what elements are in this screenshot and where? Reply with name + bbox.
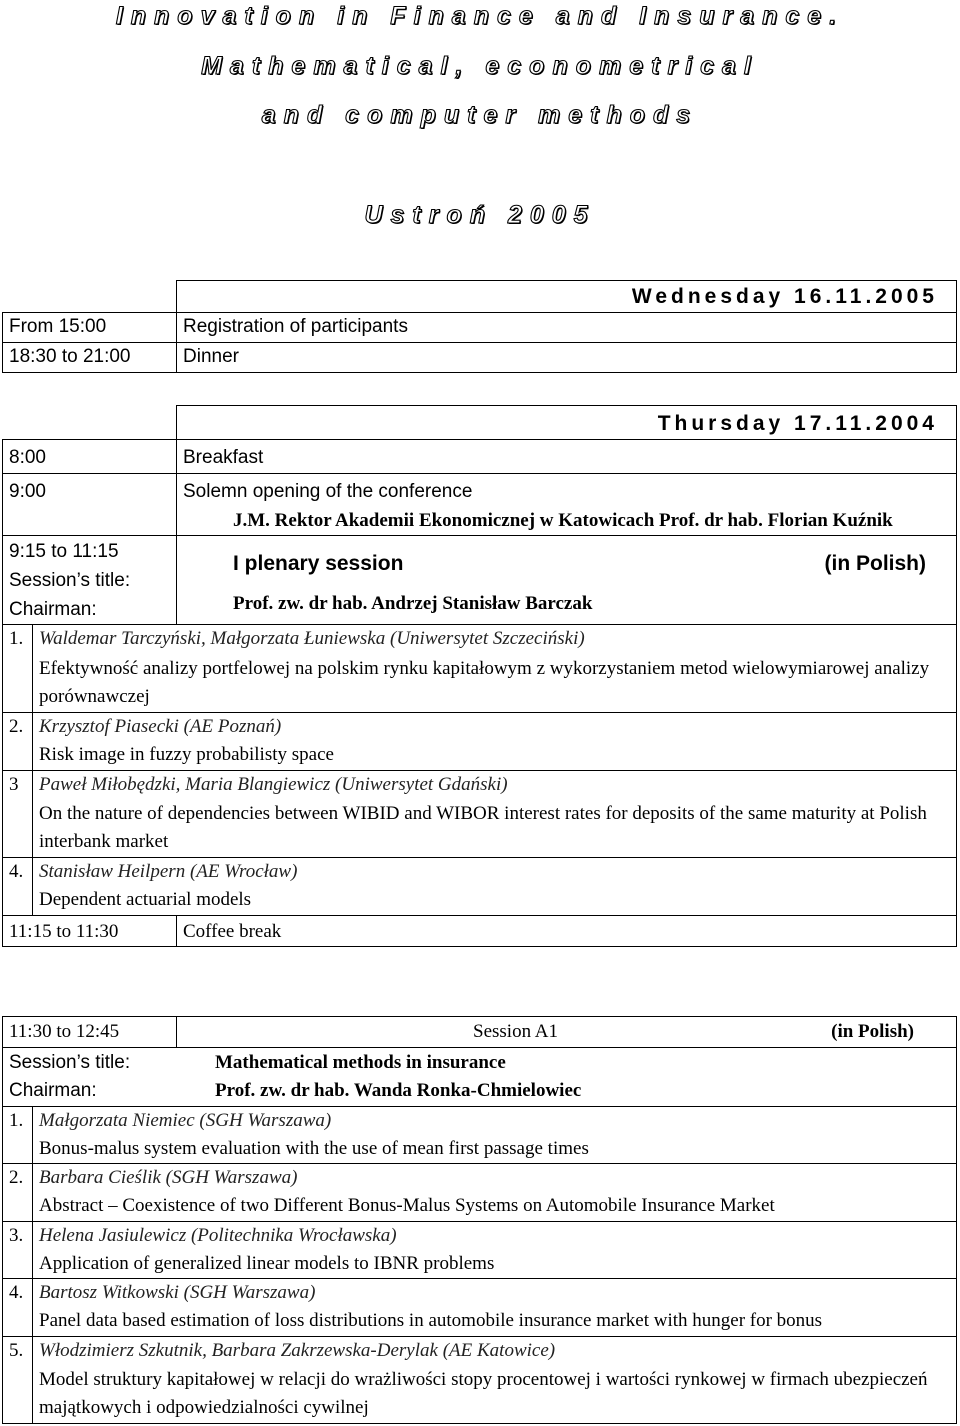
talk-authors: Bartosz Witkowski (SGH Warszawa)	[39, 1282, 316, 1304]
wednesday-time-1: From 15:00	[3, 313, 177, 343]
talk-title: Application of generalized linear models to IBNR problems	[39, 1252, 495, 1274]
talk-title: Efektywność analizy portfelowej na polskim rynku kapitałowym z wykorzystaniem metod wielowymiarowej analizy porównawczej	[39, 658, 930, 707]
talk-entry	[33, 1221, 957, 1278]
wednesday-event-1: Registration of participants	[177, 313, 957, 343]
talk-title: Bonus-malus system evaluation with the use of mean first passage times	[39, 1137, 589, 1159]
talk-entry	[33, 1336, 957, 1424]
talk-number: 2.	[3, 1164, 33, 1221]
conference-title-line-1: Innovation in Finance and Insurance.	[115, 2, 845, 30]
conference-title-line-2: Mathematical, econometrical	[201, 52, 759, 80]
talk-entry	[33, 713, 957, 770]
talk-number: 3	[3, 770, 33, 858]
talk-number: 1.	[3, 1107, 33, 1164]
a1-title: Mathematical methods in insurance	[215, 1051, 506, 1073]
opening-cell	[177, 473, 957, 535]
a1-time: 11:30 to 12:45	[3, 1017, 177, 1048]
opening-by: J.M. Rektor Akademii Ekonomicznej w Katowicach Prof. dr hab. Florian Kuźnik	[233, 509, 893, 531]
talk-entry	[33, 1279, 957, 1336]
a1-header	[177, 1017, 957, 1048]
a1-session-name: Session A1	[473, 1021, 559, 1042]
a1-chairman: Prof. zw. dr hab. Wanda Ronka-Chmielowiec	[215, 1080, 582, 1102]
plenary-chair-label: Chairman:	[9, 598, 97, 620]
talk-entry	[33, 770, 957, 858]
a1-title-label: Session’s title:	[9, 1051, 131, 1073]
talk-title: Risk image in fuzzy probabilisty space	[39, 743, 334, 765]
talk-authors: Barbara Cieślik (SGH Warszawa)	[39, 1167, 298, 1189]
talk-authors: Małgorzata Niemiec (SGH Warszawa)	[39, 1110, 332, 1132]
talk-number: 4.	[3, 1279, 33, 1336]
talk-entry	[33, 1107, 957, 1164]
talk-title: On the nature of dependencies between WIBID and WIBOR interest rates for deposits of the same maturity at Polish interbank market	[39, 803, 927, 852]
conference-title-line-3: and computer methods	[261, 101, 699, 129]
breakfast-event: Breakfast	[177, 440, 957, 474]
talk-title: Abstract – Coexistence of two Different Bonus-Malus Systems on Automobile Insurance Market	[39, 1195, 775, 1217]
talk-number: 4.	[3, 858, 33, 915]
wednesday-event-2: Dinner	[177, 342, 957, 372]
a1-chair-label: Chairman:	[9, 1080, 97, 1102]
talk-authors: Krzysztof Piasecki (AE Poznań)	[39, 716, 282, 738]
opening-event: Solemn opening of the conference	[183, 480, 473, 502]
plenary-language: (in Polish)	[824, 552, 926, 576]
talk-entry	[33, 1164, 957, 1221]
opening-time: 9:00	[3, 473, 177, 535]
plenary-title: I plenary session	[233, 552, 404, 576]
talk-authors: Waldemar Tarczyński, Małgorzata Łuniewska (Uniwersytet Szczeciński)	[39, 628, 585, 650]
a1-meta	[3, 1047, 957, 1106]
thursday-schedule	[2, 405, 957, 947]
talk-entry	[33, 858, 957, 915]
talk-title: Panel data based estimation of loss distributions in automobile insurance market with hunger for bonus	[39, 1309, 823, 1331]
talk-number: 5.	[3, 1336, 33, 1424]
plenary-info	[177, 536, 957, 625]
conference-location: Ustroń 2005	[364, 201, 596, 229]
coffee-time: 11:15 to 11:30	[3, 915, 177, 947]
talk-entry	[33, 625, 957, 713]
talk-number: 3.	[3, 1221, 33, 1278]
talk-number: 1.	[3, 625, 33, 713]
talk-authors: Stanisław Heilpern (AE Wrocław)	[39, 861, 298, 883]
wednesday-time-2: 18:30 to 21:00	[3, 342, 177, 372]
talk-number: 2.	[3, 713, 33, 770]
wednesday-schedule	[2, 280, 957, 373]
session-a1-schedule	[2, 1016, 957, 1424]
breakfast-time: 8:00	[3, 440, 177, 474]
talk-title: Dependent actuarial models	[39, 889, 252, 911]
plenary-meta	[3, 536, 177, 625]
a1-language: (in Polish)	[831, 1021, 914, 1042]
wednesday-day-heading: Wednesday 16.11.2005	[177, 281, 957, 313]
plenary-title-label: Session’s title:	[9, 570, 131, 592]
talk-authors: Paweł Miłobędzki, Maria Blangiewicz (Uniwersytet Gdański)	[39, 773, 508, 795]
thursday-day-heading: Thursday 17.11.2004	[177, 406, 957, 440]
talk-title: Model struktury kapitałowej w relacji do wrażliwości stopy procentowej i wartości rynkowej w firmach ubezpieczeń majątkowych i odpowiedzialności cywilnej	[39, 1369, 928, 1418]
coffee-event: Coffee break	[177, 915, 957, 947]
plenary-time: 9:15 to 11:15	[9, 541, 119, 563]
talk-authors: Włodzimierz Szkutnik, Barbara Zakrzewska-Derylak (AE Katowice)	[39, 1339, 556, 1361]
plenary-chairman: Prof. zw. dr hab. Andrzej Stanisław Barczak	[233, 592, 593, 614]
talk-authors: Helena Jasiulewicz (Politechnika Wrocławska)	[39, 1224, 397, 1246]
